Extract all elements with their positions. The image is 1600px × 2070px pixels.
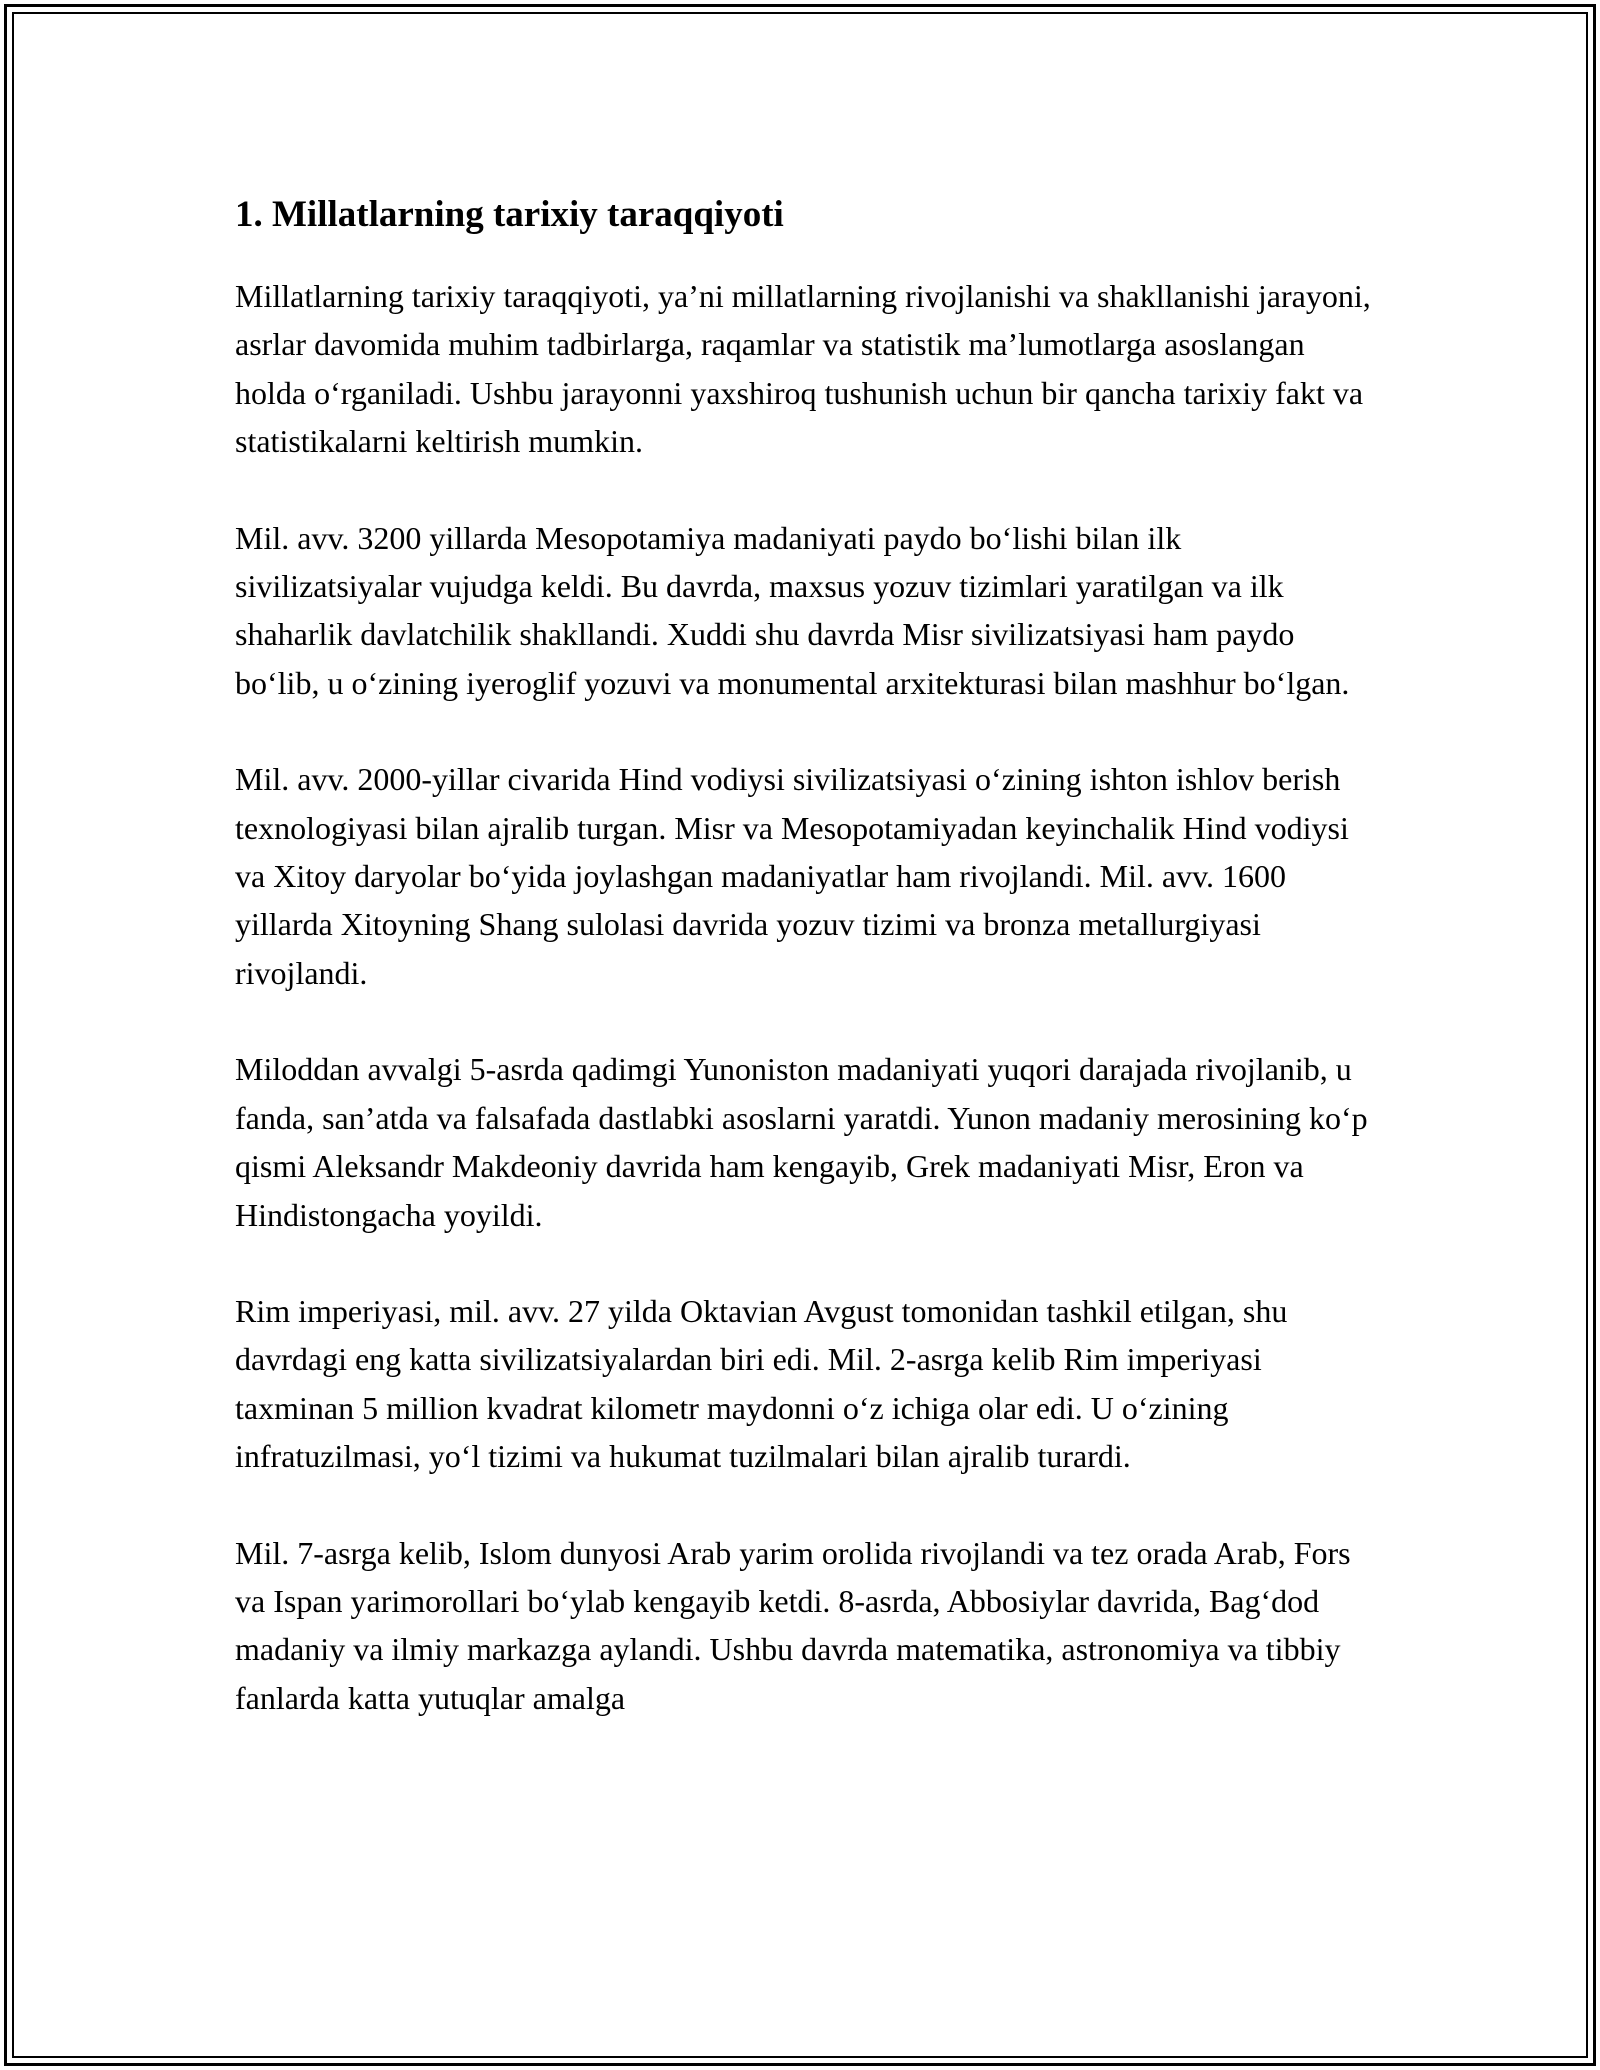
paragraph-mesopotamia: Mil. avv. 3200 yillarda Mesopotamiya madaniyati paydo bo‘lishi bilan ilk sivilizatsiyalar vujudga keldi. Bu davrda, maxsus yozuv tizimlari yaratilgan va ilk shaharlik davlatchilik shakllandi. Xuddi shu davrda Misr sivilizatsiyasi ham paydo bo‘lib, u o‘zining iyeroglif yozuvi va monumental arxitekturasi bilan mashhur bo‘lgan.	[235, 519, 1350, 701]
paragraph-intro: Millatlarning tarixiy taraqqiyoti, ya’ni millatlarning rivojlanishi va shakllanishi jarayoni, asrlar davomida muhim tadbirlarga, raqamlar va statistik ma’lumotlarga asoslangan holda o‘rganiladi. Ushbu jarayonni yaxshiroq tushunish uchun bir qancha tarixiy fakt va statistikalarni keltirish mumkin.	[235, 278, 1371, 460]
document-body	[235, 186, 1375, 1770]
section-heading: 1. Millatlarning tarixiy taraqqiyoti	[235, 194, 784, 235]
paragraph-greece: Miloddan avvalgi 5-asrda qadimgi Yunoniston madaniyati yuqori darajada rivojlanib, u fanda, san’atda va falsafada dastlabki asoslarni yaratdi. Yunon madaniy merosining ko‘p qismi Aleksandr Makdeoniy davrida ham kengayib, Grek madaniyati Misr, Eron va Hindistongacha yoyildi.	[235, 1051, 1368, 1233]
paragraph-indus-valley: Mil. avv. 2000-yillar civarida Hind vodiysi sivilizatsiyasi o‘zining ishton ishlov berish texnologiyasi bilan ajralib turgan. Misr va Mesopotamiyadan keyinchalik Hind vodiysi va Xitoy daryolar bo‘yida joylashgan madaniyatlar ham rivojlandi. Mil. avv. 1600 yillarda Xitoyning Shang sulolasi davrida yozuv tizimi va bronza metallurgiyasi rivojlandi.	[235, 761, 1349, 991]
paragraph-rome: Rim imperiyasi, mil. avv. 27 yilda Oktavian Avgust tomonidan tashkil etilgan, shu davrdagi eng katta sivilizatsiyalardan biri edi. Mil. 2-asrga kelib Rim imperiyasi taxminan 5 million kvadrat kilometr maydonni o‘z ichiga olar edi. U o‘zining infratuzilmasi, yo‘l tizimi va hukumat tuzilmalari bilan ajralib turardi.	[235, 1292, 1288, 1475]
paragraph-islamic-world: Mil. 7-asrga kelib, Islom dunyosi Arab yarim orolida rivojlandi va tez orada Arab, Fors va Ispan yarimorollari bo‘ylab kengayib ketdi. 8-asrda, Abbosiylar davrida, Bag‘dod madaniy va ilmiy markazga aylandi. Ushbu davrda matematika, astronomiya va tibbiy fanlarda katta yutuqlar amalga	[235, 1534, 1351, 1716]
